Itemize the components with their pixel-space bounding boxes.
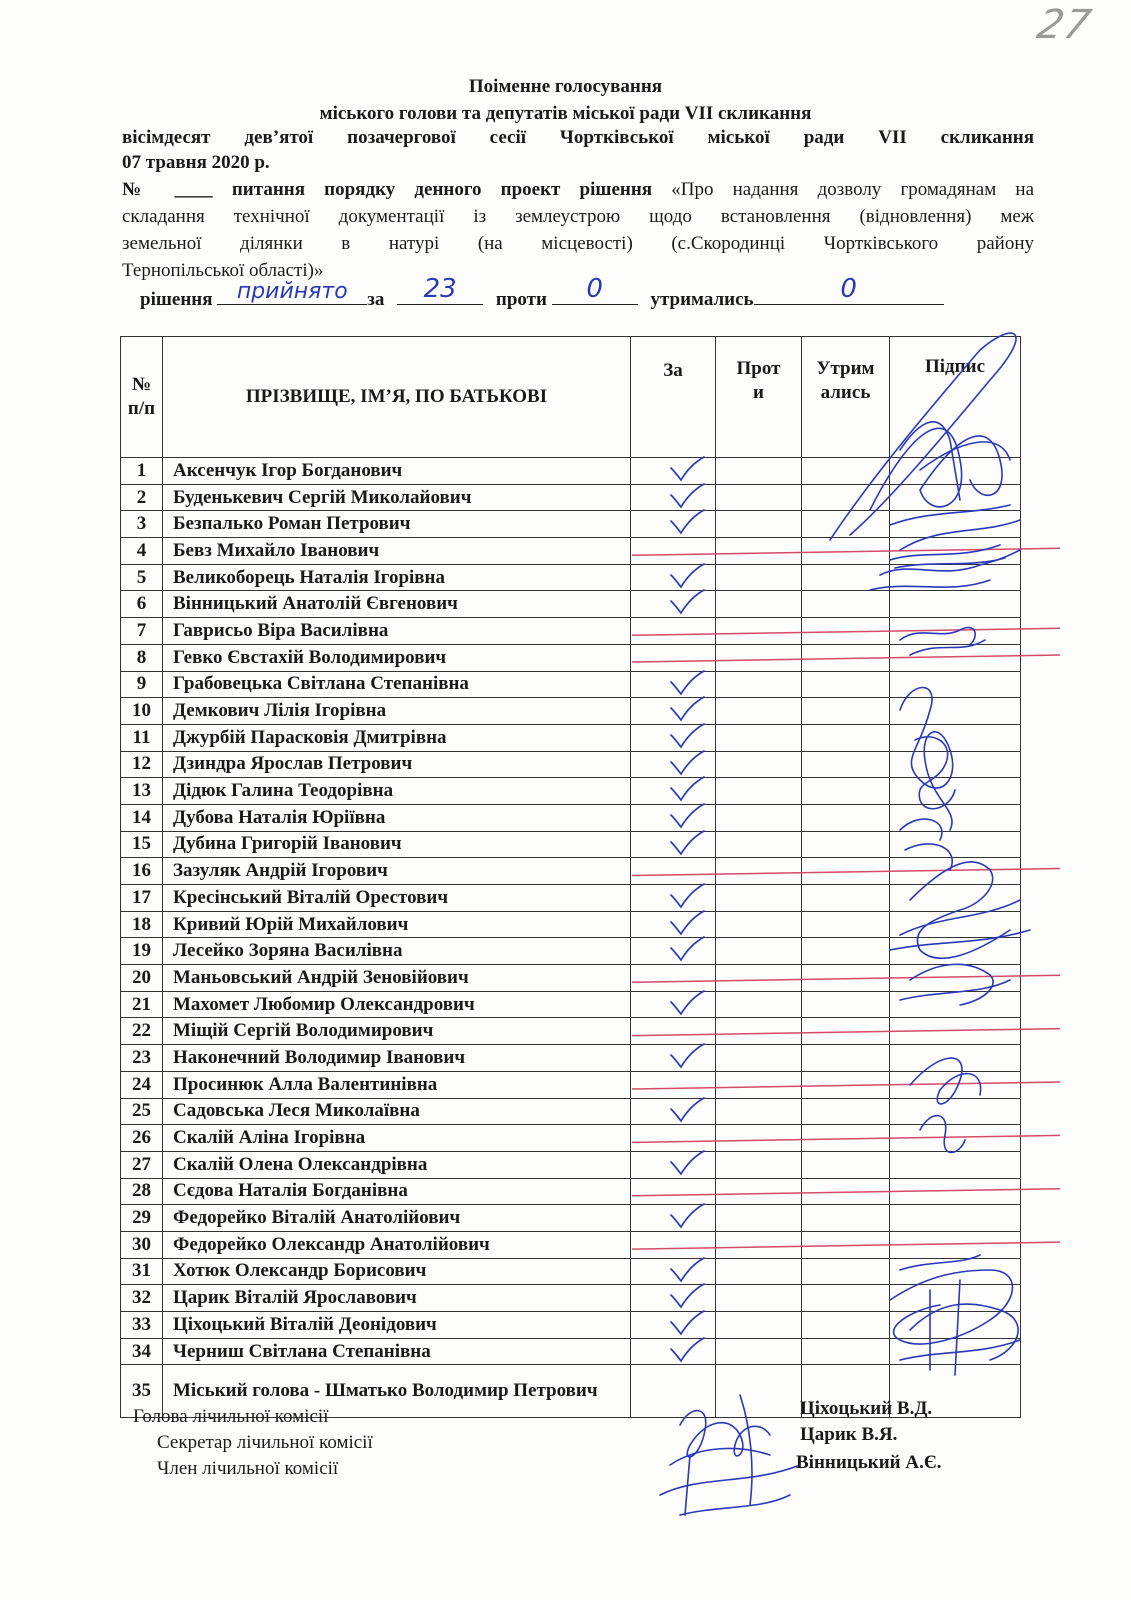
col-header-name: ПРІЗВИЩЕ, ІМ’Я, ПО БАТЬКОВІ <box>163 337 631 458</box>
row-number: 29 <box>121 1205 163 1232</box>
issue-text-2: складання технічної документації із землеустрою щодо встановлення (відновлення) меж <box>122 206 1034 227</box>
deputy-name: Аксенчук Ігор Богданович <box>163 458 631 485</box>
decision-label: рішення <box>140 289 213 310</box>
row-number: 11 <box>121 724 163 751</box>
deputy-name: Хотюк Олександр Борисович <box>163 1258 631 1285</box>
deputy-name: Царик Віталій Ярославович <box>163 1285 631 1312</box>
commission-signatures <box>640 1385 820 1535</box>
deputy-name: Кресінський Віталій Орестович <box>163 885 631 912</box>
row-number: 15 <box>121 831 163 858</box>
deputy-name: Бевз Михайло Іванович <box>163 538 631 565</box>
doc-subtitle: міського голови та депутатів міської ради VII скликання <box>319 103 812 124</box>
deputy-name: Великоборець Наталія Ігорівна <box>163 564 631 591</box>
row-number: 30 <box>121 1231 163 1258</box>
row-number: 34 <box>121 1338 163 1365</box>
deputy-name: Безпалько Роман Петрович <box>163 511 631 538</box>
doc-title: Поіменне голосування <box>468 76 663 97</box>
chair-name: Ціхоцький В.Д. <box>800 1398 933 1419</box>
deputy-name: Дідюк Галина Теодорівна <box>163 778 631 805</box>
for-value: 23 <box>423 274 457 304</box>
issue-number: № ____ <box>122 179 213 200</box>
deputy-name: Просинюк Алла Валентинівна <box>163 1071 631 1098</box>
deputy-name: Гаврисьо Віра Василівна <box>163 618 631 645</box>
deputy-name: Наконечний Володимир Іванович <box>163 1045 631 1072</box>
deputy-name: Міський голова - Шматько Володимир Петрович <box>163 1365 631 1418</box>
deputy-name: Маньовський Андрій Зеновійович <box>163 965 631 992</box>
signature-column-scribbles <box>810 310 1040 1240</box>
row-number: 27 <box>121 1151 163 1178</box>
issue-text-4: Тернопільської області)» <box>122 260 324 281</box>
row-number: 6 <box>121 591 163 618</box>
mayor-signature <box>870 1240 1050 1390</box>
row-number: 26 <box>121 1125 163 1152</box>
against-label: проти <box>495 289 547 310</box>
row-number: 7 <box>121 618 163 645</box>
member-name: Вінницький А.Є. <box>796 1452 942 1473</box>
deputy-name: Грабовецька Світлана Степанівна <box>163 671 631 698</box>
deputy-name: Садовська Леся Миколаївна <box>163 1098 631 1125</box>
row-number: 21 <box>121 991 163 1018</box>
row-number: 10 <box>121 698 163 725</box>
deputy-name: Дубова Наталія Юріївна <box>163 804 631 831</box>
row-number: 32 <box>121 1285 163 1312</box>
secretary-name: Царик В.Я. <box>800 1424 898 1445</box>
row-number: 24 <box>121 1071 163 1098</box>
chair-label: Голова лічильної комісії <box>133 1406 329 1427</box>
row-number: 33 <box>121 1312 163 1339</box>
row-number: 18 <box>121 911 163 938</box>
deputy-name: Скалій Олена Олександрівна <box>163 1151 631 1178</box>
col-header-signature: Підпис <box>890 337 1021 458</box>
deputy-name: Ціхоцький Віталій Деонідович <box>163 1312 631 1339</box>
against-value: 0 <box>586 274 603 304</box>
row-number: 28 <box>121 1178 163 1205</box>
issue-label: питання порядку денного проект рішення <box>231 179 653 200</box>
deputy-name: Вінницький Анатолій Євгенович <box>163 591 631 618</box>
row-number: 5 <box>121 564 163 591</box>
deputy-name: Буденькевич Сергій Миколайович <box>163 484 631 511</box>
row-number: 23 <box>121 1045 163 1072</box>
deputy-name: Кривий Юрій Михайлович <box>163 911 631 938</box>
row-number: 8 <box>121 644 163 671</box>
issue-text-1: «Про надання дозволу громадянам на <box>671 179 1035 200</box>
deputy-name: Джурбій Парасковія Дмитрівна <box>163 724 631 751</box>
abstained-label: утримались <box>650 289 754 310</box>
session-date: 07 травня 2020 р. <box>122 152 270 173</box>
deputy-name: Федорейко Олександр Анатолійович <box>163 1231 631 1258</box>
deputy-name: Сєдова Наталія Богданівна <box>163 1178 631 1205</box>
row-number: 31 <box>121 1258 163 1285</box>
deputy-name: Черниш Світлана Степанівна <box>163 1338 631 1365</box>
page-number: 27 <box>1033 2 1096 48</box>
deputy-name: Дзиндра Ярослав Петрович <box>163 751 631 778</box>
deputy-name: Демкович Лілія Ігорівна <box>163 698 631 725</box>
deputy-name: Лесейко Зоряна Василівна <box>163 938 631 965</box>
row-number: 3 <box>121 511 163 538</box>
row-number: 17 <box>121 885 163 912</box>
deputy-name: Міщій Сергій Володимирович <box>163 1018 631 1045</box>
secretary-label: Секретар лічильної комісії <box>157 1432 373 1453</box>
row-number: 4 <box>121 538 163 565</box>
col-header-abstained: Утримались <box>802 337 890 458</box>
col-header-against: Проти <box>716 337 802 458</box>
row-number: 14 <box>121 804 163 831</box>
deputy-name: Скалій Аліна Ігорівна <box>163 1125 631 1152</box>
col-header-num: № п/п <box>121 337 163 458</box>
row-number: 20 <box>121 965 163 992</box>
for-label: за <box>367 289 385 310</box>
row-number: 12 <box>121 751 163 778</box>
abstained-value: 0 <box>840 274 857 304</box>
row-number: 19 <box>121 938 163 965</box>
row-number: 2 <box>121 484 163 511</box>
deputy-name: Федорейко Віталій Анатолійович <box>163 1205 631 1232</box>
col-header-za: За <box>631 337 716 458</box>
row-number: 25 <box>121 1098 163 1125</box>
deputy-name: Гевко Євстахій Володимирович <box>163 644 631 671</box>
row-number: 13 <box>121 778 163 805</box>
row-number: 35 <box>121 1365 163 1418</box>
session-line: вісімдесят дев’ятої позачергової сесії Чортківської міської ради VII скликання <box>122 127 1034 148</box>
row-number: 22 <box>121 1018 163 1045</box>
deputy-name: Махомет Любомир Олександрович <box>163 991 631 1018</box>
decision-value: прийнято <box>236 279 348 304</box>
deputy-name: Дубина Григорій Іванович <box>163 831 631 858</box>
row-number: 1 <box>121 458 163 485</box>
row-number: 16 <box>121 858 163 885</box>
member-label: Член лічильної комісії <box>157 1458 339 1479</box>
row-number: 9 <box>121 671 163 698</box>
deputy-name: Зазуляк Андрій Ігорович <box>163 858 631 885</box>
issue-text-3: земельної ділянки в натурі (на місцевості) (с.Скородинці Чортківського району <box>122 233 1034 254</box>
